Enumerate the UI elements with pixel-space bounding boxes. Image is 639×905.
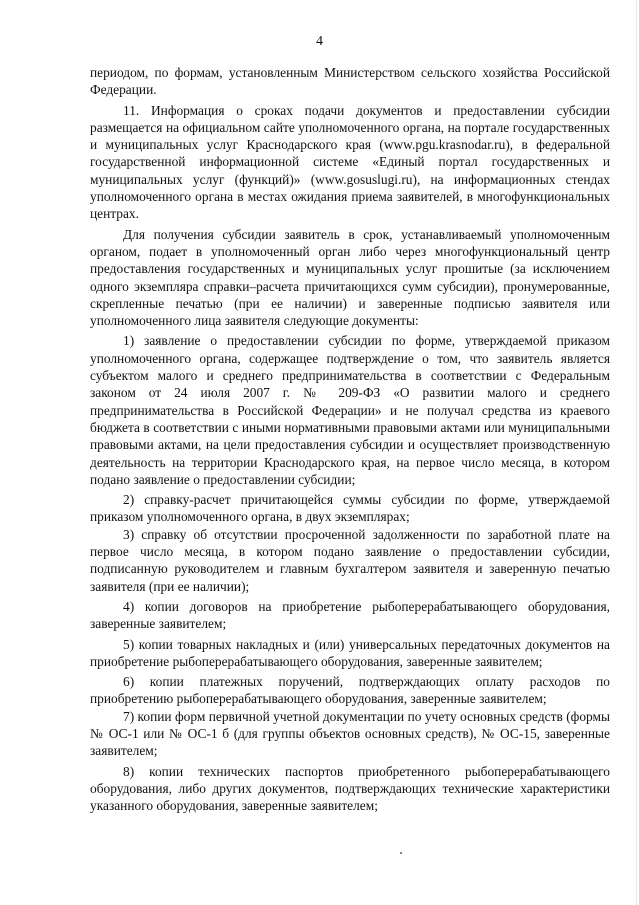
paragraph-continuation: периодом, по формам, установленным Министерством сельского хозяйства Российской Федерации. — [90, 65, 610, 98]
list-item-5: 5) копии товарных накладных и (или) универсальных передаточных документов на приобретение рыбоперерабатывающего оборудования, заверенные заявителем; — [90, 636, 610, 669]
document-body — [90, 64, 610, 814]
list-item-2: 2) справку-расчет причитающейся суммы субсидии по форме, утверждаемой приказом уполномоченного органа, в двух экземплярах; — [90, 492, 610, 525]
paragraph-documents-intro: Для получения субсидии заявитель в срок, устанавливаемый уполномоченным органом, подает в уполномоченный орган либо через многофункциональный центр предоставления государственных и муниципальных услуг прошитые (за исключением одного экземпляра справки–расчета причитающихся сумм субсидии), пронумерованные, скрепленные печатью (при ее наличии) и заверенные подписью заявителя или уполномоченного лица заявителя следующие документы: — [90, 226, 610, 329]
scan-speck — [400, 852, 402, 854]
list-item-1: 1) заявление о предоставлении субсидии по форме, утверждаемой приказом уполномоченного органа, содержащее подтверждение о том, что заявитель является субъектом малого и среднего предпринимательства в соответствии с Федеральным законом от 24 июля 2007 г. № 209-ФЗ «О развитии малого и среднего предпринимательства в Российской Федерации» и не получал средства из краевого бюджета в соответствии с иными нормативными правовыми актами или муниципальными правовыми актами, на цели предоставления субсидии и осуществляет производственную деятельность на территории Краснодарского края, на первое число месяца, в котором подано заявление о предоставлении субсидии; — [90, 333, 610, 487]
list-item-3: 3) справку об отсутствии просроченной задолженности по заработной плате на первое число месяца, в котором подано заявление о предоставлении субсидии, подписанную руководителем и главным бухгалтером заявителя и заверенную печатью заявителя (при ее наличии); — [90, 526, 610, 594]
list-item-6: 6) копии платежных поручений, подтверждающих оплату расходов по приобретению рыбоперерабатывающего оборудования, заверенные заявителем; — [90, 674, 610, 707]
page-number: 4 — [316, 34, 323, 49]
scan-edge-line — [636, 0, 637, 905]
list-item-8: 8) копии технических паспортов приобретенного рыбоперерабатывающего оборудования, либо других документов, подтверждающих технические характеристики указанного оборудования, заверенные заявителем; — [90, 763, 610, 814]
list-item-4: 4) копии договоров на приобретение рыбоперерабатывающего оборудования, заверенные заявителем; — [90, 598, 610, 632]
paragraph-item-11: 11. Информация о сроках подачи документов и предоставлении субсидии размещается на официальном сайте уполномоченного органа, на портале государственных и муниципальных услуг Краснодарского края (www.pgu.krasnodar.ru), в федеральной государственной информационной системе «Единый портал государственных и муниципальных услуг (функций)» (www.gosuslugi.ru), на информационных стендах уполномоченного органа в местах ожидания приема заявителей, в многофункциональных центрах. — [90, 102, 610, 222]
list-item-7: 7) копии форм первичной учетной документации по учету основных средств (формы № ОС-1 или № ОС-1 б (для группы объектов основных средств), № ОС-15, заверенные заявителем; — [90, 708, 610, 759]
